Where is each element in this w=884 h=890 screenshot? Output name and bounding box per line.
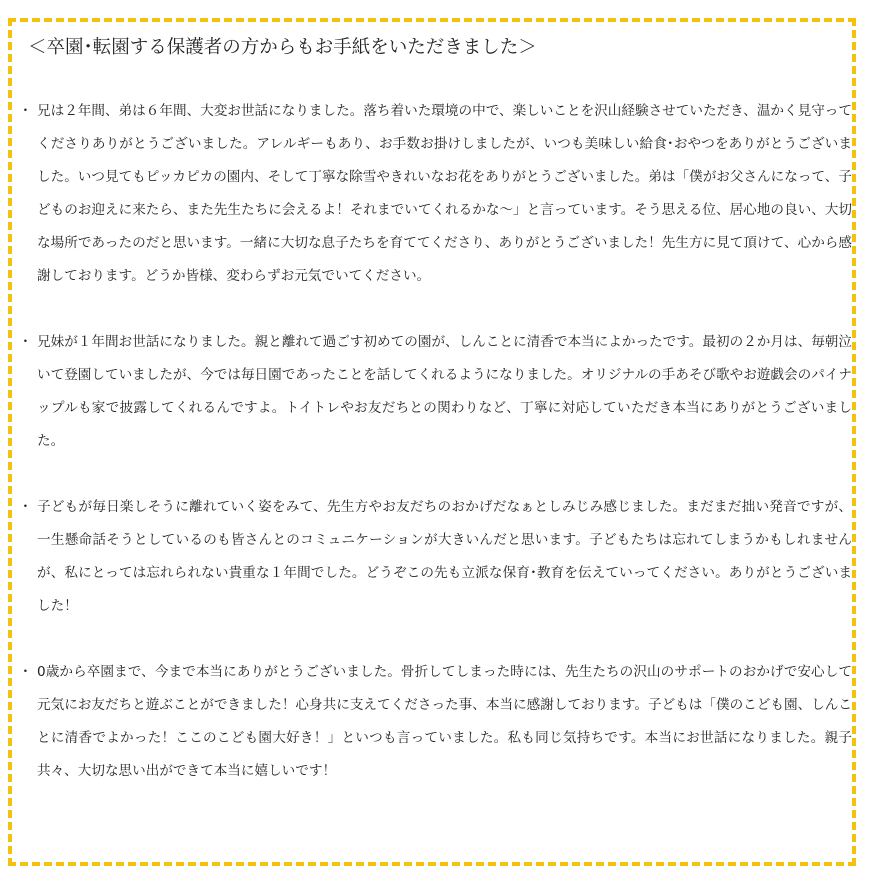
letter-3 (22, 491, 852, 623)
letter-text: 兄妹が１年間お世話になりました。親と離れて過ごす初めての園が、しんことに清香で本当によかったです。最初の２か月は、毎朝泣いて登園していましたが、今では毎日園であったことを話してくれるようになりました。オリジナルの手あそび歌やお遊戯会のパイナップルも家で披露してくれるんですよ。トイトレやお友だちとの関わりなど、丁寧に対応していただき本当にありがとうございました。 (37, 334, 852, 449)
letter-4 (22, 656, 852, 788)
letter-text: 兄は２年間、弟は６年間、大変お世話になりました。落ち着いた環境の中で、楽しいことを沢山経験させていただき、温かく見守ってくださりありがとうございました。アレルギーもあり、お手数お掛けしましたが、いつも美味しい給食･おやつをありがとうございました。いつ見てもピッカピカの園内、そして丁寧な除雪やきれいなお花をありがとうございました。弟は「僕がお父さんになって、子どものお迎えに来たら、また先生たちに会えるよ！それまでいてくれるかな～」と言っています。そう思える位、居心地の良い、大切な場所であったのだと思います。一緒に大切な息子たちを育ててくださり、ありがとうございました！先生方に見て頂けて、心から感謝しております。どうか皆様、変わらずお元気でいてください。 (37, 103, 852, 284)
bullet: ･ (22, 334, 29, 350)
letter-text: 0歳から卒園まで、今まで本当にありがとうございました。骨折してしまった時には、先生たちの沢山のサポートのおかげで安心して元気にお友だちと遊ぶことができました！心身共に支えてくださった事、本当に感謝しております。子どもは「僕のこども園、しんことに清香でよかった！ここのこども園大好き！」といつも言っていました。私も同じ気持ちです。本当にお世話になりました。親子共々、大切な思い出ができて本当に嬉しいです！ (37, 664, 852, 779)
bullet: ･ (22, 499, 29, 515)
bullet: ･ (22, 664, 29, 680)
letter-2 (22, 326, 852, 458)
letters-list (22, 95, 852, 821)
letter-1 (22, 95, 852, 293)
page-title: ＜卒園･転園する保護者の方からもお手紙をいただきました＞ (28, 37, 537, 58)
bullet: ･ (22, 103, 29, 119)
letter-text: 子どもが毎日楽しそうに離れていく姿をみて、先生方やお友だちのおかげだなぁとしみじみ感じました。まだまだ拙い発音ですが、一生懸命話そうとしているのも皆さんとのコミュニケーションが大きいんだと思います。子どもたちは忘れてしまうかもしれませんが、私にとっては忘れられない貴重な１年間でした。どうぞこの先も立派な保育･教育を伝えていってください。ありがとうございました！ (37, 499, 852, 614)
